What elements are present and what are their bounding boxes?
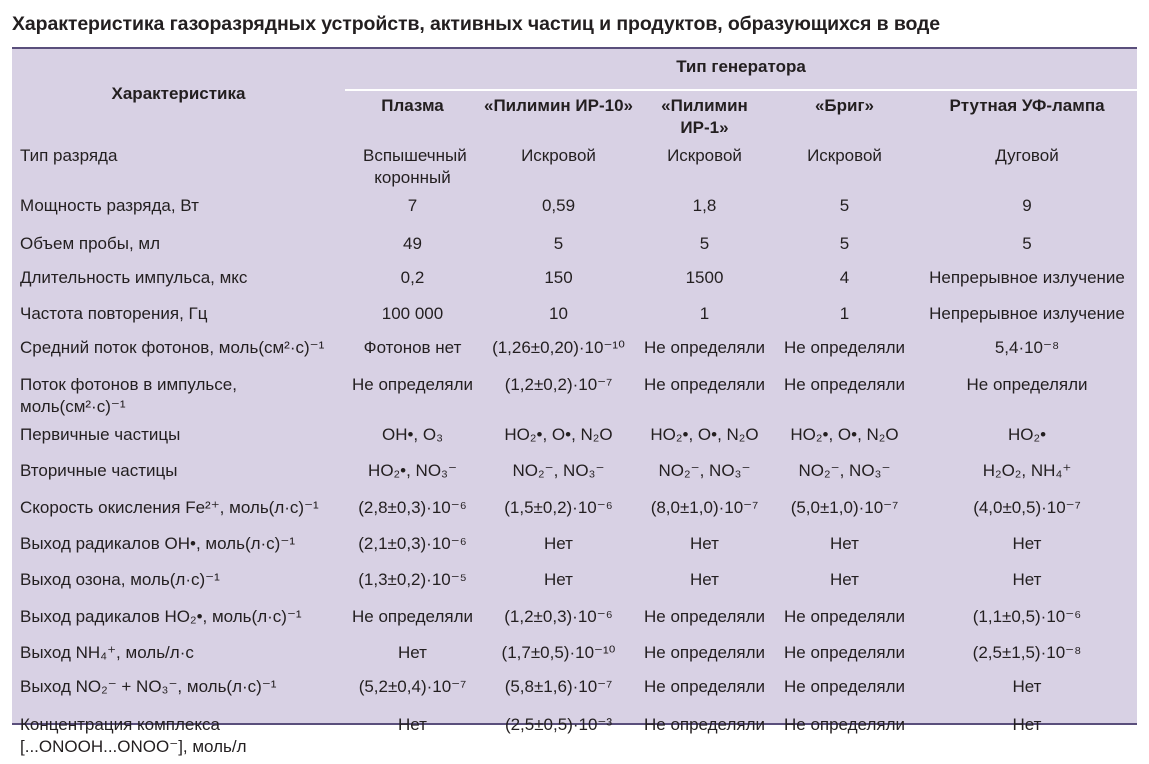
cell-value: HO₂•, O•, N₂O (650, 425, 759, 444)
cell-value: Не определяли (643, 338, 765, 357)
table-row (12, 527, 1137, 563)
cell-value: Дуговой (995, 146, 1059, 165)
cell-value: (1,5±0,2)·10⁻⁶ (504, 498, 613, 517)
cell-value: 1 (839, 304, 850, 323)
cell-value: 10 (549, 304, 568, 323)
header-col-3: «Пилимин ИР-1» (661, 96, 748, 137)
cell-value: 1500 (685, 268, 724, 287)
cell-value: H₂O₂, NH₄⁺ (982, 461, 1072, 480)
cell-value: Непрерывное излучение (929, 304, 1125, 323)
table-row (12, 636, 1137, 670)
header-col-5: Ртутная УФ-лампа (949, 96, 1105, 115)
cell-value: NO₂⁻, NO₃⁻ (798, 461, 891, 480)
cell-value: 5 (1022, 234, 1032, 253)
cell-value: Нет (690, 534, 719, 553)
cell-value: (1,1±0,5)·10⁻⁶ (972, 607, 1082, 626)
cell-value: Нет (398, 643, 427, 662)
cell-value: Не определяли (351, 607, 473, 626)
cell-value: (2,5±1,5)·10⁻⁸ (972, 643, 1082, 662)
cell-value: (1,26±0,20)·10⁻¹⁰ (492, 338, 625, 357)
cell-value: 5 (553, 234, 564, 253)
cell-value: HO₂•, O•, N₂O (504, 425, 613, 444)
cell-value: Не определяли (351, 375, 473, 394)
row-label: Тип разряда (20, 146, 118, 165)
cell-value: Не определяли (643, 375, 765, 394)
header-col-4: «Бриг» (814, 96, 875, 115)
page-title: Характеристика газоразрядных устройств, активных частиц и продуктов, образующихся в воде (12, 13, 941, 35)
cell-value: Не определяли (783, 643, 905, 662)
cell-value: (1,2±0,3)·10⁻⁶ (504, 607, 613, 626)
cell-value: 5 (839, 196, 850, 215)
row-label: Выход радикалов OH•, моль(л·с)⁻¹ (20, 534, 295, 553)
table-row (12, 227, 1137, 261)
row-label: Поток фотонов в импульсе, моль(см²·с)⁻¹ (20, 375, 237, 416)
table-row (12, 418, 1137, 454)
cell-value: Искровой (521, 146, 596, 165)
cell-value: (4,0±0,5)·10⁻⁷ (973, 498, 1081, 517)
row-label: Скорость окисления Fe²⁺, моль(л·с)⁻¹ (20, 498, 319, 517)
cell-value: 7 (407, 196, 418, 215)
header-characteristic: Характеристика (111, 84, 246, 103)
cell-value: (2,5±0,5)·10⁻³ (504, 715, 613, 734)
cell-value: (2,1±0,3)·10⁻⁶ (358, 534, 467, 553)
cell-value: Не определяли (783, 607, 905, 626)
cell-value: 5 (699, 234, 710, 253)
cell-value: Нет (830, 570, 859, 589)
cell-value: Не определяли (643, 715, 765, 734)
cell-value: HO₂• (1007, 425, 1047, 444)
cell-value: Нет (690, 570, 719, 589)
cell-value: Не определяли (783, 715, 905, 734)
table-row (12, 189, 1137, 227)
table-row (12, 139, 1137, 189)
table-row (12, 297, 1137, 331)
cell-value: Вспышечный коронный (363, 146, 467, 187)
row-label: Длительность импульса, мкс (20, 268, 248, 287)
cell-value: 1 (699, 304, 710, 323)
cell-value: (5,8±1,6)·10⁻⁷ (504, 677, 613, 696)
table-row (12, 368, 1137, 418)
cell-value: (2,8±0,3)·10⁻⁶ (358, 498, 467, 517)
row-label: Выход озона, моль(л·с)⁻¹ (20, 570, 220, 589)
cell-value: Нет (830, 534, 859, 553)
cell-value: (1,3±0,2)·10⁻⁵ (358, 570, 467, 589)
cell-value: (5,0±1,0)·10⁻⁷ (790, 498, 899, 517)
row-label: Вторичные частицы (20, 461, 178, 480)
cell-value: Не определяли (643, 607, 765, 626)
cell-value: (8,0±1,0)·10⁻⁷ (650, 498, 759, 517)
table-row (12, 600, 1137, 636)
row-label: Частота повторения, Гц (20, 304, 208, 323)
cell-value: Не определяли (783, 338, 905, 357)
row-label: Мощность разряда, Вт (20, 196, 199, 215)
table-row (12, 670, 1137, 708)
cell-value: Нет (1012, 677, 1042, 696)
row-label: Выход NO₂⁻ + NO₃⁻, моль(л·с)⁻¹ (20, 677, 277, 696)
table-row (12, 454, 1137, 491)
cell-value: Не определяли (783, 677, 905, 696)
data-table (12, 47, 1137, 756)
table-row (12, 331, 1137, 368)
cell-value: (1,2±0,2)·10⁻⁷ (504, 375, 613, 394)
row-label: Объем пробы, мл (20, 234, 161, 253)
row-label: Первичные частицы (20, 425, 181, 444)
cell-value: Не определяли (783, 375, 905, 394)
cell-value: NO₂⁻, NO₃⁻ (658, 461, 751, 480)
cell-value: Нет (544, 534, 573, 553)
cell-value: (5,2±0,4)·10⁻⁷ (358, 677, 467, 696)
header-col-2: «Пилимин ИР-10» (484, 96, 633, 115)
cell-value: Нет (1012, 715, 1042, 734)
cell-value: 4 (839, 268, 850, 287)
cell-value: Фотонов нет (363, 338, 462, 357)
cell-value: Непрерывное излучение (929, 268, 1125, 287)
cell-value: 49 (403, 234, 422, 253)
cell-value: 5,4·10⁻⁸ (994, 338, 1060, 357)
table-row (12, 708, 1137, 764)
cell-value: Не определяли (643, 643, 765, 662)
row-label: Концентрация комплекса [...ONOOH...ONOO⁻], моль/л (20, 715, 247, 756)
cell-value: OH•, O₃ (381, 425, 444, 444)
row-label: Средний поток фотонов, моль(см²·с)⁻¹ (20, 338, 325, 357)
row-label: Выход радикалов HO₂•, моль(л·с)⁻¹ (20, 607, 302, 626)
cell-value: Нет (544, 570, 573, 589)
header-col-1: Плазма (381, 96, 444, 115)
cell-value: 0,59 (541, 196, 576, 215)
cell-value: Не определяли (966, 375, 1088, 394)
cell-value: 9 (1022, 196, 1032, 215)
cell-value: HO₂•, NO₃⁻ (368, 461, 457, 480)
table-row (12, 261, 1137, 297)
cell-value: NO₂⁻, NO₃⁻ (512, 461, 605, 480)
cell-value: 5 (839, 234, 850, 253)
cell-value: HO₂•, O•, N₂O (790, 425, 899, 444)
cell-value: Нет (1012, 534, 1042, 553)
cell-value: Искровой (667, 146, 742, 165)
cell-value: Нет (1012, 570, 1042, 589)
cell-value: 150 (544, 268, 573, 287)
cell-value: 1,8 (692, 196, 717, 215)
header-generator-type: Тип генератора (345, 49, 1137, 90)
cell-value: 0,2 (400, 268, 425, 287)
cell-value: (1,7±0,5)·10⁻¹⁰ (501, 643, 616, 662)
cell-value: Искровой (807, 146, 882, 165)
cell-value: Не определяли (643, 677, 765, 696)
cell-value: 100 000 (381, 304, 444, 323)
row-label: Выход NH₄⁺, моль/л·с (20, 643, 194, 662)
table-row (12, 491, 1137, 527)
table-row (12, 563, 1137, 600)
cell-value: Нет (398, 715, 427, 734)
